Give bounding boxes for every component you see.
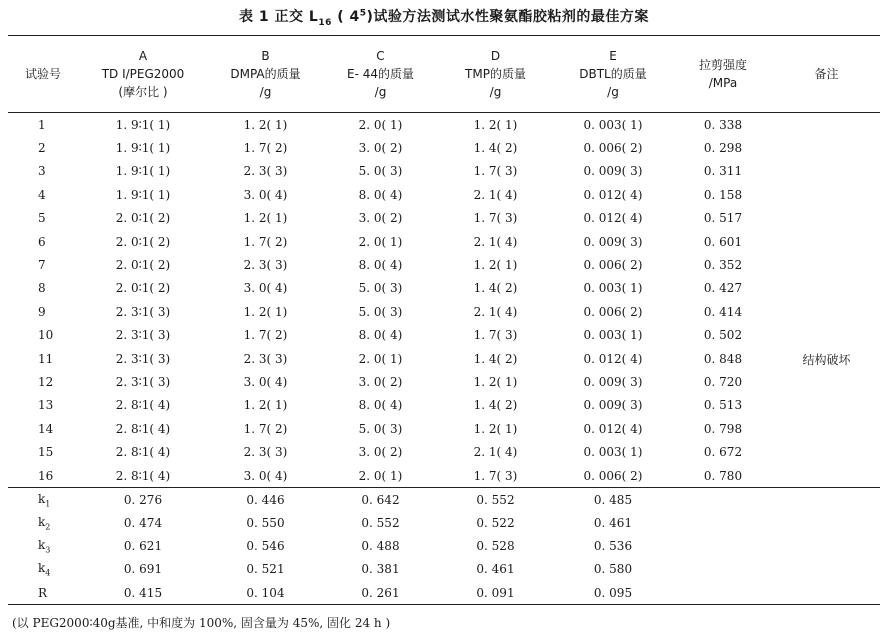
table-cell: 0. 003( 1) [583, 117, 643, 132]
table-cell: 0. 003( 1) [583, 281, 643, 296]
table-cell: 0. 798 [703, 421, 743, 436]
table-body [8, 113, 880, 605]
table-cell: 0. 780 [703, 468, 743, 483]
k-label: k [38, 491, 46, 506]
orthogonal-test-table [8, 35, 880, 605]
column-header-line: /g [607, 85, 619, 99]
k-value-cell: 0. 536 [593, 539, 633, 554]
table-cell: 2. 1( 4) [473, 234, 518, 249]
k-label-subscript: 3 [45, 545, 51, 555]
k-row [8, 581, 880, 605]
table-cell: 5. 0( 3) [358, 421, 403, 436]
k-value-cell: 0. 415 [78, 581, 208, 605]
k-value-cell: 0. 488 [361, 539, 400, 554]
table-cell: 2. 1( 4) [473, 304, 518, 319]
trial-number-cell: 13 [38, 398, 54, 413]
k-value-cell: 0. 642 [323, 488, 438, 512]
k-value-cell: 0. 446 [208, 488, 323, 512]
table-cell: 3. 0( 4) [243, 187, 288, 202]
table-cell: 2. 0( 1) [358, 468, 403, 483]
table-cell: 1. 2( 1) [473, 258, 518, 273]
table-cell: 1. 7( 2) [243, 421, 288, 436]
empty-cell [773, 558, 880, 581]
table-cell: 0. 006( 2) [583, 258, 643, 273]
table-cell: 0. 298 [703, 141, 743, 156]
table-cell: 1. 7( 2) [243, 234, 288, 249]
k-value-cell: 0. 691 [123, 562, 163, 577]
table-cell: 0. 012( 4) [583, 187, 643, 202]
table-row [8, 417, 880, 440]
table-row [8, 347, 880, 370]
title-prefix: 表 1 正交 L [239, 9, 319, 25]
table-cell: 2. 0∶1( 2) [115, 234, 171, 249]
table-cell: 0. 012( 4) [583, 351, 643, 366]
column-header-line: C [376, 49, 385, 63]
table-row [8, 160, 880, 183]
k-label: R [38, 585, 48, 600]
table-cell: 0. 502 [703, 328, 743, 343]
k-value-cell: 0. 261 [323, 581, 438, 605]
k-value-cell: 0. 521 [246, 562, 285, 577]
column-header [78, 36, 208, 113]
table-cell: 8. 0( 4) [358, 187, 403, 202]
table-cell: 1. 2( 1) [473, 117, 518, 132]
table-cell: 1. 2( 1) [473, 374, 518, 389]
table-cell: 0. 158 [703, 187, 743, 202]
column-header-line: B [261, 49, 270, 63]
empty-cell [673, 511, 773, 534]
k-row [8, 558, 880, 581]
table-cell: 5. 0( 3) [358, 164, 403, 179]
table-cell: 0. 513 [703, 398, 743, 413]
table-cell: 0. 338 [703, 117, 743, 132]
column-header [208, 36, 323, 113]
k-value-cell: 0. 522 [476, 516, 515, 531]
table-row [8, 440, 880, 463]
table-cell: 2. 0( 1) [358, 351, 403, 366]
column-header-line: /g [259, 85, 272, 99]
k-value-cell: 0. 104 [208, 581, 323, 605]
table-cell: 0. 003( 1) [583, 445, 643, 460]
table-cell: 0. 009( 3) [583, 398, 643, 413]
table-row [8, 207, 880, 230]
table-row [8, 136, 880, 159]
k-row-label [8, 581, 78, 605]
k-value-cell: 0. 546 [246, 539, 285, 554]
table-cell: 3. 0( 2) [358, 445, 403, 460]
table-cell: 3. 0( 4) [243, 468, 288, 483]
trial-number-cell: 16 [38, 468, 54, 483]
k-label-subscript: 4 [45, 568, 51, 578]
column-header [673, 36, 773, 113]
table-cell: 0. 006( 2) [583, 141, 643, 156]
k-value-cell: 0. 580 [593, 562, 633, 577]
table-cell: 2. 3∶1( 3) [115, 328, 171, 343]
table-cell: 0. 003( 1) [583, 328, 643, 343]
table-cell: 2. 8∶1( 4) [115, 445, 171, 460]
column-header-line: (摩尔比 ) [118, 85, 168, 99]
table-cell: 1. 9∶1( 1) [115, 117, 171, 132]
table-cell: 2. 0( 1) [358, 234, 403, 249]
footnote: (以 PEG2000∶40g基准, 中和度为 100%, 固含量为 45%, 固化 24 h ) [12, 616, 391, 630]
table-cell: 0. 009( 3) [583, 164, 643, 179]
k-row [8, 535, 880, 558]
table-cell: 0. 311 [703, 164, 743, 179]
table-cell: 0. 009( 3) [583, 234, 643, 249]
k-value-cell: 0. 461 [476, 562, 515, 577]
column-header [438, 36, 553, 113]
empty-cell [773, 511, 880, 534]
table-cell: 1. 7( 3) [473, 164, 518, 179]
table-cell: 5. 0( 3) [358, 281, 403, 296]
table-cell: 0. 352 [703, 258, 743, 273]
table-cell: 0. 012( 4) [583, 211, 643, 226]
k-value-cell: 0. 474 [123, 516, 163, 531]
trial-number-cell: 6 [38, 234, 46, 249]
table-cell: 0. 012( 4) [583, 421, 643, 436]
trial-number-cell: 15 [38, 445, 54, 460]
table-cell: 1. 9∶1( 1) [115, 164, 171, 179]
column-header [773, 36, 880, 113]
k-value-cell: 0. 276 [78, 488, 208, 512]
table-cell: 2. 0∶1( 2) [115, 211, 171, 226]
title-open: ( 4 [331, 9, 360, 25]
table-row [8, 394, 880, 417]
remark-cell [773, 113, 880, 488]
table-cell: 2. 3( 3) [243, 164, 288, 179]
table-cell: 8. 0( 4) [358, 258, 403, 273]
table-cell: 1. 4( 2) [473, 398, 518, 413]
k-value-cell: 0. 381 [361, 562, 400, 577]
table-cell: 1. 7( 2) [243, 328, 288, 343]
table-cell: 0. 006( 2) [583, 304, 643, 319]
table-title [0, 6, 888, 28]
column-header-line: D [490, 49, 501, 63]
column-header [553, 36, 673, 113]
trial-number-cell: 2 [38, 141, 46, 156]
k-row [8, 511, 880, 534]
table-cell: 0. 601 [703, 234, 743, 249]
table-cell: 2. 3( 3) [243, 351, 288, 366]
table-row [8, 464, 880, 488]
table-cell: 2. 0∶1( 2) [115, 281, 171, 296]
column-header [323, 36, 438, 113]
k-value-cell: 0. 552 [438, 488, 553, 512]
table-row [8, 230, 880, 253]
table-cell: 0. 427 [703, 281, 743, 296]
table-cell: 1. 2( 1) [243, 398, 288, 413]
k-value-cell: 0. 552 [361, 516, 400, 531]
table-cell: 1. 9∶1( 1) [115, 141, 171, 156]
table-cell: 3. 0( 2) [358, 211, 403, 226]
column-header [8, 36, 78, 113]
table-row [8, 300, 880, 323]
table-cell: 2. 3∶1( 3) [115, 374, 171, 389]
k-row-label [8, 535, 78, 558]
column-header-line: DMPA的质量 [230, 67, 301, 81]
title-subscript: 16 [318, 17, 332, 28]
table-cell: 1. 2( 1) [243, 304, 288, 319]
trial-number-cell: 9 [38, 304, 46, 319]
table-cell: 3. 0( 2) [358, 141, 403, 156]
column-header-line: /g [374, 85, 387, 99]
k-value-cell: 0. 621 [123, 539, 163, 554]
table-cell: 2. 3∶1( 3) [115, 304, 171, 319]
k-row-label [8, 558, 78, 581]
header-row [8, 36, 880, 113]
table-row [8, 324, 880, 347]
table-cell: 1. 7( 2) [243, 141, 288, 156]
k-label: k [38, 514, 46, 529]
table-cell: 2. 3( 3) [243, 258, 288, 273]
k-value-cell: 0. 528 [476, 539, 515, 554]
table-cell: 2. 8∶1( 4) [115, 398, 171, 413]
table-cell: 1. 2( 1) [243, 211, 288, 226]
column-header-line: /g [489, 85, 502, 99]
trial-number-cell: 12 [38, 374, 54, 389]
k-row-label [8, 511, 78, 534]
remark-text: 结构破坏 [802, 353, 851, 367]
column-header-line: TD I/PEG2000 [101, 67, 185, 81]
empty-cell [673, 488, 773, 512]
table-row [8, 113, 880, 137]
table-row [8, 183, 880, 206]
column-header-line: /MPa [708, 76, 738, 90]
table-cell: 2. 0∶1( 2) [115, 258, 171, 273]
table-cell: 2. 8∶1( 4) [115, 421, 171, 436]
trial-number-cell: 14 [38, 421, 54, 436]
k-value-cell: 0. 485 [553, 488, 673, 512]
table-cell: 0. 009( 3) [583, 374, 643, 389]
trial-number-cell: 11 [38, 351, 54, 366]
trial-number-cell: 3 [38, 164, 46, 179]
column-header-line: DBTL的质量 [579, 67, 647, 81]
k-label-subscript: 1 [45, 499, 51, 509]
k-label: k [38, 561, 46, 576]
table-cell: 0. 517 [703, 211, 743, 226]
table-cell: 2. 0( 1) [358, 117, 403, 132]
table-cell: 0. 006( 2) [583, 468, 643, 483]
column-header-line: E [609, 49, 617, 63]
trial-number-cell: 10 [38, 328, 54, 343]
table-row [8, 277, 880, 300]
table-cell: 0. 672 [703, 445, 743, 460]
table-row [8, 370, 880, 393]
table-cell: 2. 3∶1( 3) [115, 351, 171, 366]
column-header-line: A [138, 49, 148, 63]
k-value-cell: 0. 095 [553, 581, 673, 605]
empty-cell [773, 581, 880, 605]
k-value-cell: 0. 461 [593, 516, 633, 531]
k-row-label [8, 488, 78, 512]
table-cell: 1. 4( 2) [473, 281, 518, 296]
table-cell: 0. 848 [703, 351, 743, 366]
k-label-subscript: 2 [45, 522, 51, 532]
title-suffix: )试验方法测试水性聚氨酯胶粘剂的最佳方案 [366, 9, 649, 25]
trial-number-cell: 1 [38, 117, 46, 132]
table-row [8, 253, 880, 276]
empty-cell [673, 558, 773, 581]
table-cell: 1. 9∶1( 1) [115, 187, 171, 202]
table-cell: 1. 7( 3) [473, 211, 518, 226]
k-value-cell: 0. 091 [438, 581, 553, 605]
table-cell: 8. 0( 4) [358, 398, 403, 413]
table-cell: 3. 0( 4) [243, 374, 288, 389]
empty-cell [773, 488, 880, 512]
table-cell: 1. 4( 2) [473, 141, 518, 156]
table-cell: 2. 1( 4) [473, 445, 518, 460]
column-header-line: 拉剪强度 [698, 58, 747, 72]
column-header-line: E- 44的质量 [347, 67, 414, 81]
column-header-line: 备注 [814, 67, 839, 81]
empty-cell [773, 535, 880, 558]
table-cell: 1. 4( 2) [473, 351, 518, 366]
table-cell: 0. 414 [703, 304, 743, 319]
trial-number-cell: 7 [38, 258, 46, 273]
table-cell: 2. 8∶1( 4) [115, 468, 171, 483]
table-cell: 2. 1( 4) [473, 187, 518, 202]
column-header-line: TMP的质量 [465, 67, 526, 81]
table-cell: 3. 0( 4) [243, 281, 288, 296]
empty-cell [673, 581, 773, 605]
table-cell: 2. 3( 3) [243, 445, 288, 460]
k-label: k [38, 538, 46, 553]
k-value-cell: 0. 550 [246, 516, 285, 531]
table-cell: 1. 2( 1) [473, 421, 518, 436]
table-cell: 1. 7( 3) [473, 328, 518, 343]
column-header-line: 试验号 [24, 67, 61, 81]
table-cell: 5. 0( 3) [358, 304, 403, 319]
title-superscript: 5 [359, 8, 367, 19]
empty-cell [673, 535, 773, 558]
table-cell: 1. 2( 1) [243, 117, 288, 132]
table-cell: 3. 0( 2) [358, 374, 403, 389]
table-cell: 0. 720 [703, 374, 743, 389]
trial-number-cell: 5 [38, 211, 46, 226]
table-cell: 8. 0( 4) [358, 328, 403, 343]
table-cell: 1. 7( 3) [473, 468, 518, 483]
trial-number-cell: 4 [38, 187, 46, 202]
k-row [8, 488, 880, 512]
trial-number-cell: 8 [38, 281, 46, 296]
